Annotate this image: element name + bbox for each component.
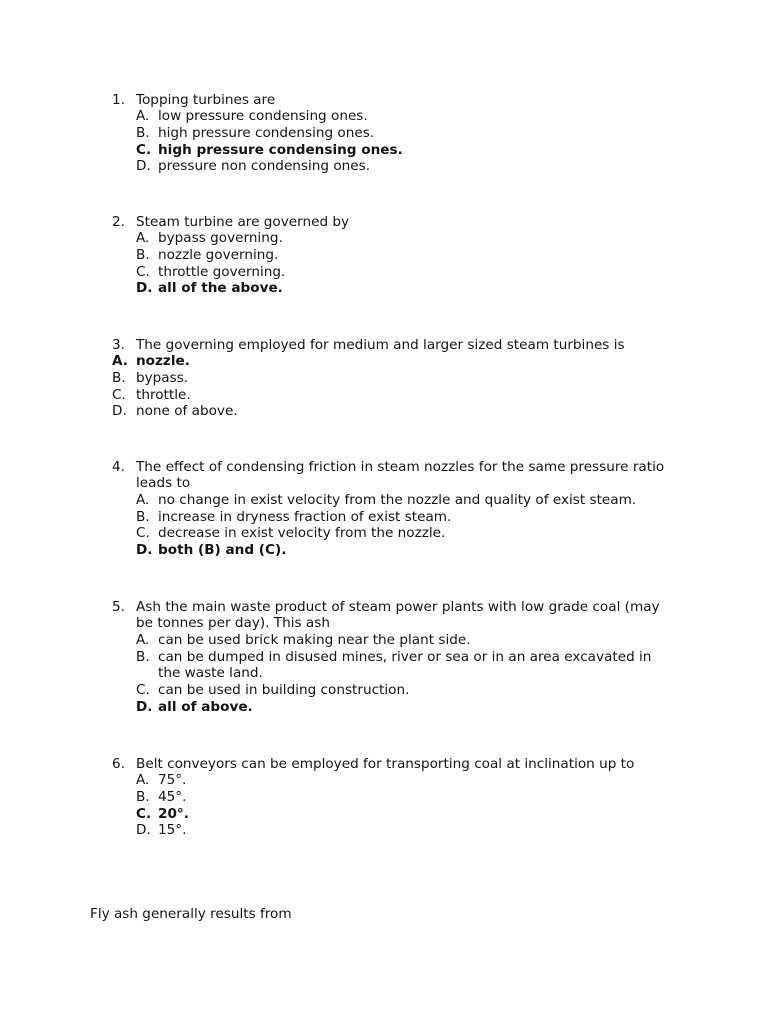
question-text: Ash the main waste product of steam power plants with low grade coal (may [136,598,660,615]
option-text: nozzle. [136,353,190,370]
option-text: none of above. [136,403,238,420]
option-letter: C. [136,263,150,280]
option-text: bypass. [136,370,189,387]
question-1 [112,92,403,175]
option-text: no change in exist velocity from the nozzle and quality of exist steam. [158,492,637,509]
option-letter: B. [136,508,150,525]
option-text: throttle governing. [158,263,286,280]
trailing-paragraph: Fly ash generally results from [90,905,292,922]
option-a [136,492,664,509]
option-d [136,158,403,175]
option-letter: B. [136,247,150,264]
option-letter: A. [136,632,150,649]
option-text: decrease in exist velocity from the nozzle. [158,525,446,542]
option-letter: A. [136,772,150,789]
option-text: can be used in building construction. [158,682,410,699]
option-a [136,230,349,247]
question-text: Steam turbine are governed by [136,213,350,230]
option-text: all of the above. [158,280,283,297]
option-letter: A. [136,492,150,509]
option-letter: B. [136,789,150,806]
option-a [136,772,634,789]
option-d [136,699,660,716]
option-text: high pressure condensing ones. [158,141,403,158]
option-b [136,649,660,682]
option-letter: C. [136,141,152,158]
question-5 [112,599,660,716]
option-text: increase in dryness fraction of exist steam. [158,508,452,525]
option-a [112,353,625,370]
question-row [112,756,634,839]
option-list [136,632,660,715]
option-letter: D. [136,698,153,715]
option-text: 45°. [158,789,187,806]
option-a [136,632,660,649]
option-letter: B. [112,370,126,387]
option-letter: D. [136,822,151,839]
option-text: the waste land. [158,665,263,682]
option-b [136,125,403,142]
option-letter: D. [112,403,127,420]
option-list [136,230,349,297]
question-text: The effect of condensing friction in steam nozzles for the same pressure ratio [136,458,665,475]
option-text: low pressure condensing ones. [158,108,368,125]
option-text: pressure non condensing ones. [158,158,371,175]
option-c [112,387,625,404]
option-letter: A. [136,230,150,247]
option-text: can be used brick making near the plant side. [158,632,471,649]
option-c [136,142,403,159]
question-row [112,337,625,354]
question-body [136,214,349,297]
option-c [136,806,634,823]
question-number: 6. [112,755,125,772]
question-3 [112,337,625,420]
question-text: be tonnes per day). This ash [136,615,330,632]
option-text: throttle. [136,386,191,403]
question-number: 4. [112,458,125,475]
question-text: leads to [136,475,191,492]
question-2 [112,214,349,297]
question-number: 3. [112,336,125,353]
option-text: both (B) and (C). [158,542,287,559]
question-number: 2. [112,213,125,230]
option-c [136,525,664,542]
question-row [112,599,660,716]
option-letter: C. [136,525,150,542]
option-text: bypass governing. [158,230,283,247]
option-a [136,108,403,125]
option-list [112,353,625,420]
question-text: The governing employed for medium and larger sized steam turbines is [136,336,625,353]
question-row [112,92,403,175]
option-b [136,789,634,806]
option-text: all of above. [158,698,253,715]
option-text: 75°. [158,772,187,789]
question-number: 1. [112,91,125,108]
option-letter: C. [136,805,152,822]
option-letter: C. [136,682,150,699]
question-body [136,92,403,175]
question-text: Belt conveyors can be employed for transporting coal at inclination up to [136,755,635,772]
option-letter: D. [136,542,153,559]
question-text: Topping turbines are [136,91,276,108]
option-letter: A. [136,108,150,125]
option-text: 20°. [158,805,189,822]
option-letter: C. [112,386,126,403]
option-list [136,108,403,175]
option-d [112,403,625,420]
option-b [112,370,625,387]
option-d [136,542,664,559]
question-row [112,214,349,297]
option-b [136,509,664,526]
option-text: high pressure condensing ones. [158,125,375,142]
question-body [136,459,664,559]
option-letter: A. [112,353,128,370]
question-number: 5. [112,598,125,615]
option-c [136,264,349,281]
option-b [136,247,349,264]
option-list [136,492,664,559]
question-body [136,756,634,839]
question-body [136,599,660,716]
question-4 [112,459,664,559]
question-row [112,459,664,559]
question-6 [112,756,634,839]
option-letter: B. [136,125,150,142]
option-d [136,822,634,839]
option-list [136,772,634,839]
option-text: 15°. [158,822,187,839]
option-letter: D. [136,280,153,297]
option-letter: B. [136,648,150,665]
question-body [136,337,625,354]
option-text: can be dumped in disused mines, river or sea or in an area excavated in [158,648,652,665]
option-c [136,682,660,699]
option-letter: D. [136,158,151,175]
option-text: nozzle governing. [158,247,279,264]
option-d [136,280,349,297]
